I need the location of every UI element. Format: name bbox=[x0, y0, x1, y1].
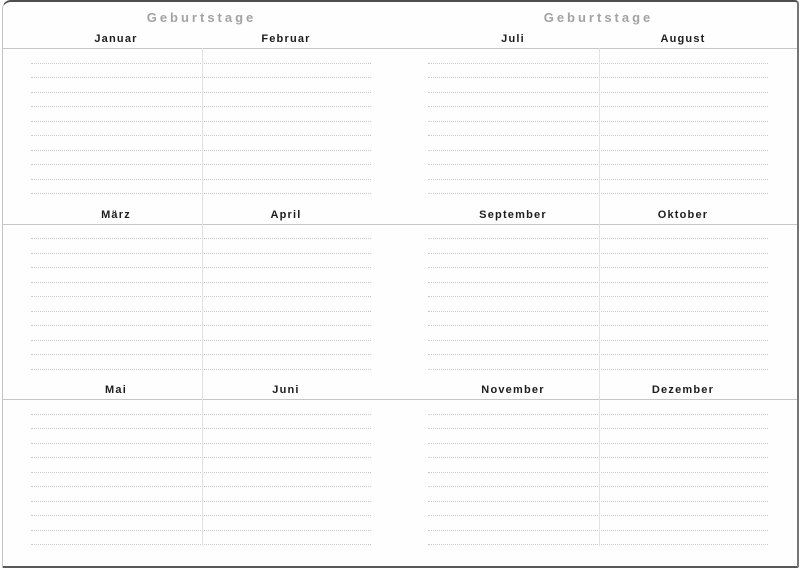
month-label-september: September bbox=[479, 208, 547, 221]
month-label-august: August bbox=[660, 33, 706, 45]
birthday-page-right bbox=[400, 2, 797, 566]
page-title: Geburtstage bbox=[543, 10, 654, 25]
month-label-april: April bbox=[270, 208, 302, 221]
planner-spread bbox=[2, 0, 799, 568]
month-label-juni: Juni bbox=[272, 384, 300, 396]
month-label-oktober: Oktober bbox=[657, 208, 709, 221]
month-label-mai: Mai bbox=[105, 384, 127, 396]
birthday-page-left bbox=[3, 2, 400, 566]
page-title: Geburtstage bbox=[146, 10, 257, 25]
month-label-juli: Juli bbox=[501, 33, 525, 45]
month-row bbox=[31, 33, 371, 45]
section-header-jul-aug bbox=[400, 2, 797, 49]
month-row bbox=[428, 33, 768, 45]
month-label-maerz: März bbox=[101, 208, 131, 221]
month-label-dezember: Dezember bbox=[651, 384, 715, 396]
month-label-januar: Januar bbox=[94, 33, 138, 45]
month-label-februar: Februar bbox=[261, 33, 311, 45]
section-header-jan-feb bbox=[3, 2, 400, 49]
month-label-november: November bbox=[481, 384, 545, 396]
column-divider bbox=[202, 48, 203, 546]
column-divider bbox=[599, 48, 600, 546]
